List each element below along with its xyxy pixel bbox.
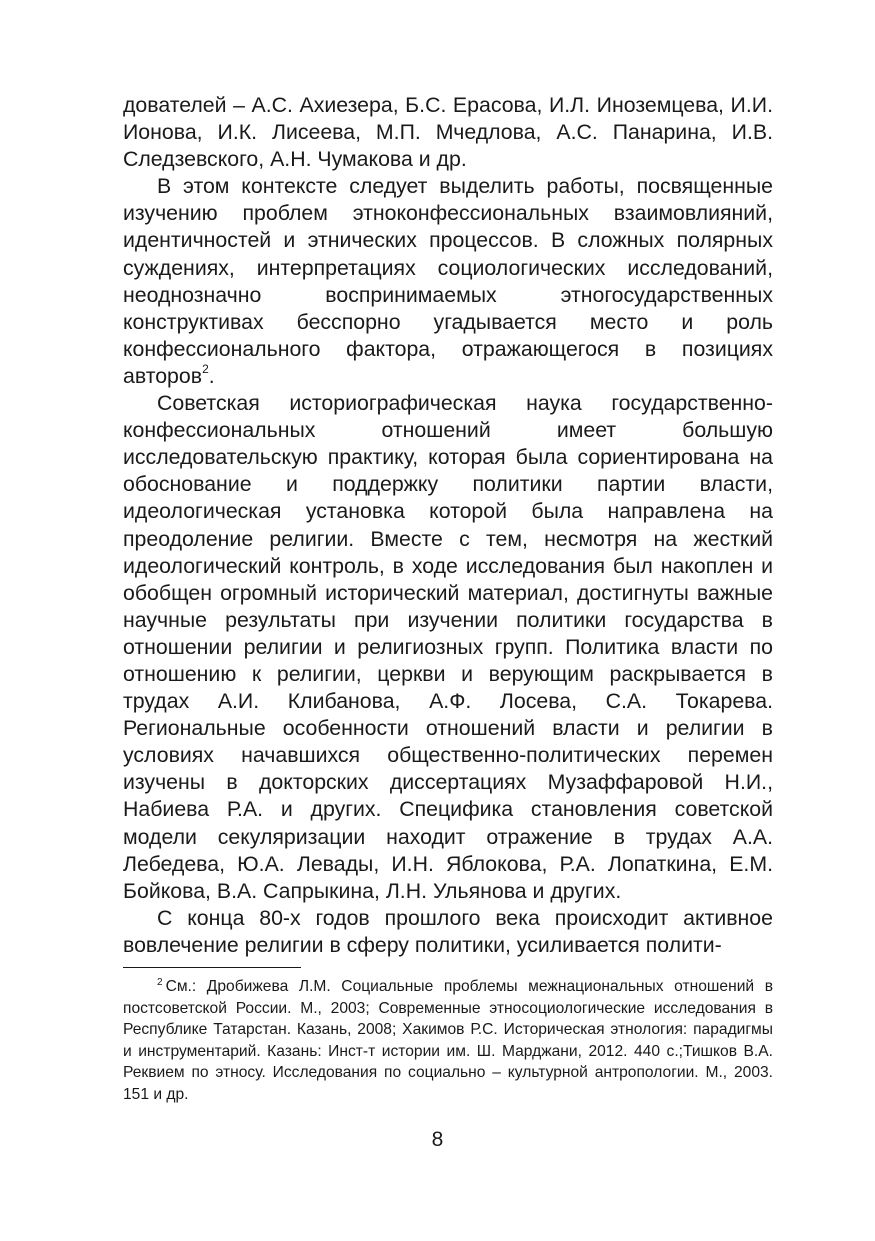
paragraph-4: С конца 80-х годов прошлого века происходит активное вовлечение религии в сферу политики, усиливается полити-	[123, 905, 773, 957]
footnote-reference[interactable]: 2	[202, 361, 209, 376]
paragraph-2-end: .	[208, 363, 215, 388]
footnote-2	[123, 976, 773, 1106]
page-number: 8	[431, 1128, 444, 1151]
paragraph-1: дователей – А.С. Ахиезера, Б.С. Ерасова, И.Л. Иноземцева, И.И. Ионова, И.К. Лисеева, М.П. Мчедлова, А.С. Панарина, И.В. Следзевского, А.Н. Чумакова и др.	[123, 93, 773, 172]
footnote-divider	[123, 967, 301, 968]
main-text-body	[123, 92, 773, 959]
paragraph-3: Советская историографическая наука государственно-конфессиональных отношений имеет большую исследовательскую практику, которая была сориентирована на обоснование и поддержку политики партии власти, идеологическая установка которой была направлена на преодоление религии. Вместе с тем, несмотря на жесткий идеологический контроль, в ходе исследования был накоплен и обобщен огромный исторический материал, достигнуты важные научные результаты при изучении политики государства в отношении религии и религиозных групп. Политика власти по отношению к религии, церкви и верующим раскрывается в трудах А.И. Клибанова, А.Ф. Лосева, С.А. Токарева. Региональные особенности отношений власти и религии в условиях начавшихся общественно-политических перемен изучены в докторских диссертациях Музаффаровой Н.И., Набиева Р.А. и других. Специфика становления советской модели секуляризации находит отражение в трудах А.А. Лебедева, Ю.А. Левады, И.Н. Яблокова, Р.А. Лопаткина, Е.М. Бойкова, В.А. Сапрыкина, Л.Н. Ульянова и других.	[123, 391, 773, 903]
footnote-text: См.: Дробижева Л.М. Социальные проблемы межнациональных отношений в постсоветской России. М., 2003; Современные этносоциологические исследования в Республике Татарстан. Казань, 2008; Хакимов Р.С. Историческая этнология: парадигмы и инструментарий. Казань: Инст-т истории им. Ш. Марджани, 2012. 440 с.;Тишков В.А. Реквием по этносу. Исследования по социально – культурной антропологии. М., 2003. 151 и др.	[123, 978, 773, 1103]
paragraph-2	[123, 173, 773, 390]
paragraph-2-text: В этом контексте следует выделить работы, посвященные изучению проблем этноконфессиональных взаимовлияний, идентичностей и этнических процессов. В сложных полярных суждениях, интерпретациях социологических исследований, неоднозначно воспринимаемых этногосударственных конструктивах бесспорно угадывается место и роль конфессионального фактора, отражающегося в позициях авторов	[123, 174, 773, 388]
footnotes-section	[123, 976, 773, 1106]
footnote-marker: 2	[157, 976, 163, 988]
